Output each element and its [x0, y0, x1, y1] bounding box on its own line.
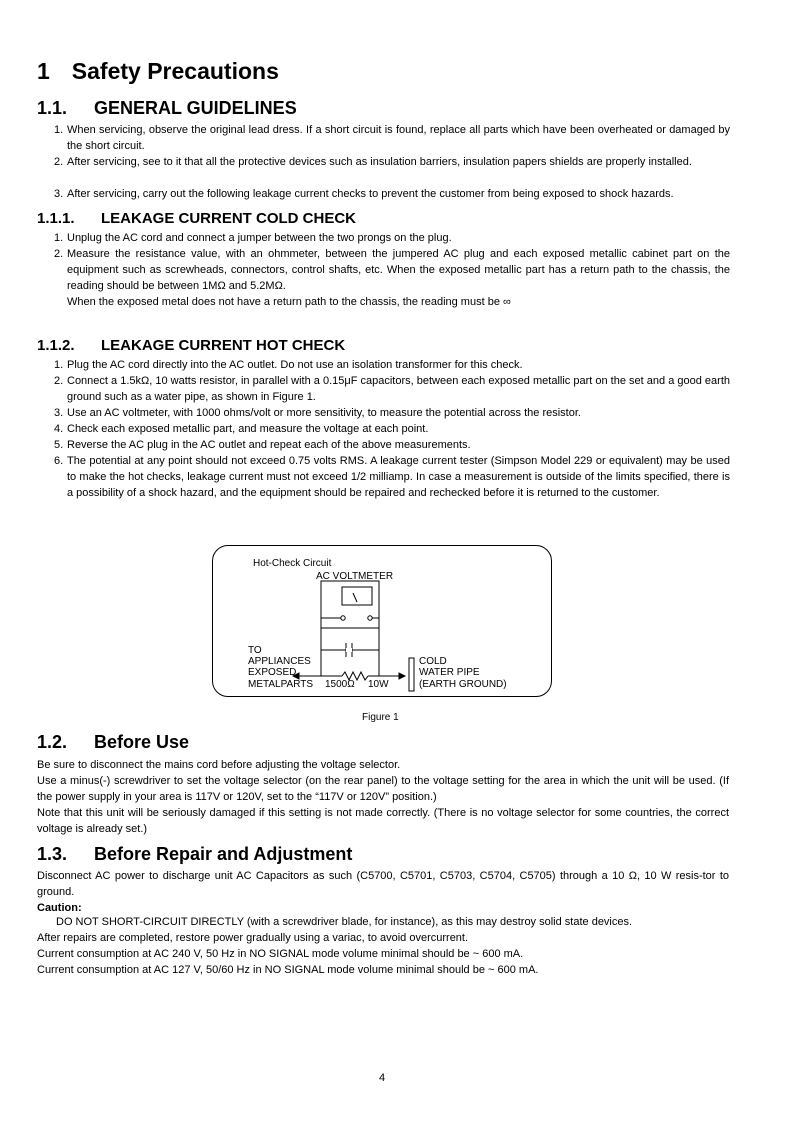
paragraph: Be sure to disconnect the mains cord before adjusting the voltage selector. — [37, 759, 401, 771]
section-title: GENERAL GUIDELINES — [94, 98, 297, 118]
list-item — [54, 186, 730, 202]
paragraph: Note that this unit will be seriously damaged if this setting is not made correctly. (There is no voltage selector for some countries, the correct voltage is already set.) — [37, 807, 729, 835]
caution-label: Caution: — [37, 902, 82, 914]
caution-text: DO NOT SHORT-CIRCUIT DIRECTLY (with a screwdriver blade, for instance), as this may destroy solid state devices. — [56, 916, 633, 928]
appliance-label-line: APPLIANCES — [248, 656, 311, 667]
paragraph: After repairs are completed, restore power gradually using a variac, to avoid overcurrent. — [37, 932, 469, 944]
section-title: LEAKAGE CURRENT COLD CHECK — [101, 210, 356, 227]
item-number: 1. — [54, 232, 64, 244]
appliance-label-line: EXPOSED — [248, 667, 297, 678]
item-number: 2. — [54, 375, 64, 387]
section-title: Before Use — [94, 732, 190, 752]
paragraph: Current consumption at AC 127 V, 50/60 Hz in NO SIGNAL mode volume minimal should be ~ 600 mA. — [37, 964, 539, 976]
item-text: Plug the AC cord directly into the AC outlet. Do not use an isolation transformer for this check. — [67, 359, 523, 371]
section-number: 1.3. — [37, 844, 68, 864]
figure-caption: Figure 1 — [362, 712, 399, 723]
section-heading-1-3 — [37, 844, 353, 865]
list-item — [54, 405, 730, 421]
list-item — [54, 246, 730, 294]
page-title — [37, 58, 279, 85]
item-text: Use an AC voltmeter, with 1000 ohms/volt or more sensitivity, to measure the potential across the resistor. — [67, 407, 581, 419]
resistor-value: 1500Ω — [325, 679, 355, 690]
list-item — [54, 421, 730, 437]
item-number: 1. — [54, 359, 64, 371]
voltmeter-terminal-left — [341, 616, 345, 620]
ground-label-line: (EARTH GROUND) — [419, 679, 507, 690]
section-number: 1.1.1. — [37, 210, 75, 227]
title-text: Safety Precautions — [71, 58, 279, 84]
section-number: 1.2. — [37, 732, 68, 752]
item-number: 2. — [54, 248, 64, 260]
item-text: Measure the resistance value, with an ohmmeter, between the jumpered AC plug and each exposed metallic cabinet part on the equipment such as screwheads, connectors, control shafts, etc. When the exposed metallic part has a return path to the chassis, the reading should be between 1MΩ and 5.2MΩ. — [67, 248, 730, 292]
hot-check-circuit-figure — [212, 545, 552, 697]
voltmeter-dial — [342, 587, 372, 605]
appliance-label-line: METALPARTS — [248, 679, 314, 690]
item-number: 4. — [54, 423, 64, 435]
item-number: 5. — [54, 439, 64, 451]
voltmeter-needle — [353, 593, 357, 602]
appliance-label-line: TO — [248, 645, 262, 656]
paragraph: Current consumption at AC 240 V, 50 Hz in NO SIGNAL mode volume minimal should be ~ 600 mA. — [37, 948, 524, 960]
item-number: 3. — [54, 188, 64, 200]
resistor-watts: 10W — [368, 679, 389, 690]
list-item — [54, 154, 730, 170]
section-heading-1-1 — [37, 98, 297, 119]
item-text: Connect a 1.5kΩ, 10 watts resistor, in parallel with a 0.15μF capacitors, between each exposed metallic part on the set and a good earth ground such as a water pipe, as shown in Figure 1. — [67, 375, 730, 403]
ground-label-line: COLD — [419, 656, 447, 667]
section-number: 1.1.2. — [37, 337, 75, 354]
voltmeter-terminal-right — [368, 616, 372, 620]
arrow-right — [399, 673, 405, 679]
water-pipe-terminal — [409, 658, 414, 691]
section-number: 1.1. — [37, 98, 68, 118]
list-item — [54, 437, 730, 453]
ground-label-line: WATER PIPE — [419, 667, 480, 678]
list-item — [54, 357, 730, 373]
section-heading-1-2 — [37, 732, 190, 753]
item-number: 1. — [54, 124, 64, 136]
item-text: When servicing, observe the original lead dress. If a short circuit is found, replace all parts which have been overheated or damaged by the short circuit. — [67, 124, 730, 152]
item-text: Check each exposed metallic part, and measure the voltage at each point. — [67, 423, 429, 435]
item-number: 6. — [54, 455, 64, 467]
section-heading-1-1-2 — [37, 337, 346, 354]
figure-title: Hot-Check Circuit — [253, 558, 332, 569]
item-text: After servicing, carry out the following leakage current checks to prevent the customer from being exposed to shock hazards. — [67, 188, 674, 200]
item-text: The potential at any point should not exceed 0.75 volts RMS. A leakage current tester (Simpson Model 229 or equivalent) may be used to make the hot checks, leakage current must not exceed 1/2 milliamp. In case a measurement is outside of the limits specified, there is a possibility of a shock hazard, and the equipment should be repaired and rechecked before it is returned to the customer. — [67, 455, 730, 499]
voltmeter-label: AC VOLTMETER — [316, 571, 394, 582]
cold-check-note: When the exposed metal does not have a return path to the chassis, the reading must be ∞ — [67, 296, 511, 308]
item-text: Reverse the AC plug in the AC outlet and repeat each of the above measurements. — [67, 439, 471, 451]
paragraph: Use a minus(-) screwdriver to set the voltage selector (on the rear panel) to the voltage setting for the area in which the unit will be used. (If the power supply in your area is 117V or 120V, set to the “117V or 120V” position.) — [37, 775, 729, 803]
list-item — [54, 453, 730, 501]
item-number: 3. — [54, 407, 64, 419]
list-item — [54, 373, 730, 405]
section-title: LEAKAGE CURRENT HOT CHECK — [101, 337, 346, 354]
item-number: 2. — [54, 156, 64, 168]
section-title: Before Repair and Adjustment — [94, 844, 353, 864]
item-text: After servicing, see to it that all the protective devices such as insulation barriers, insulation papers shields are properly installed. — [67, 156, 692, 168]
title-number: 1 — [37, 58, 50, 84]
list-item — [54, 230, 730, 246]
list-item — [54, 122, 730, 154]
page-number: 4 — [379, 1072, 386, 1084]
paragraph: Disconnect AC power to discharge unit AC Capacitors as such (C5700, C5701, C5703, C5704, C5705) through a 10 Ω, 10 W resis-tor to ground. — [37, 870, 729, 898]
section-heading-1-1-1 — [37, 210, 356, 227]
item-text: Unplug the AC cord and connect a jumper between the two prongs on the plug. — [67, 232, 452, 244]
